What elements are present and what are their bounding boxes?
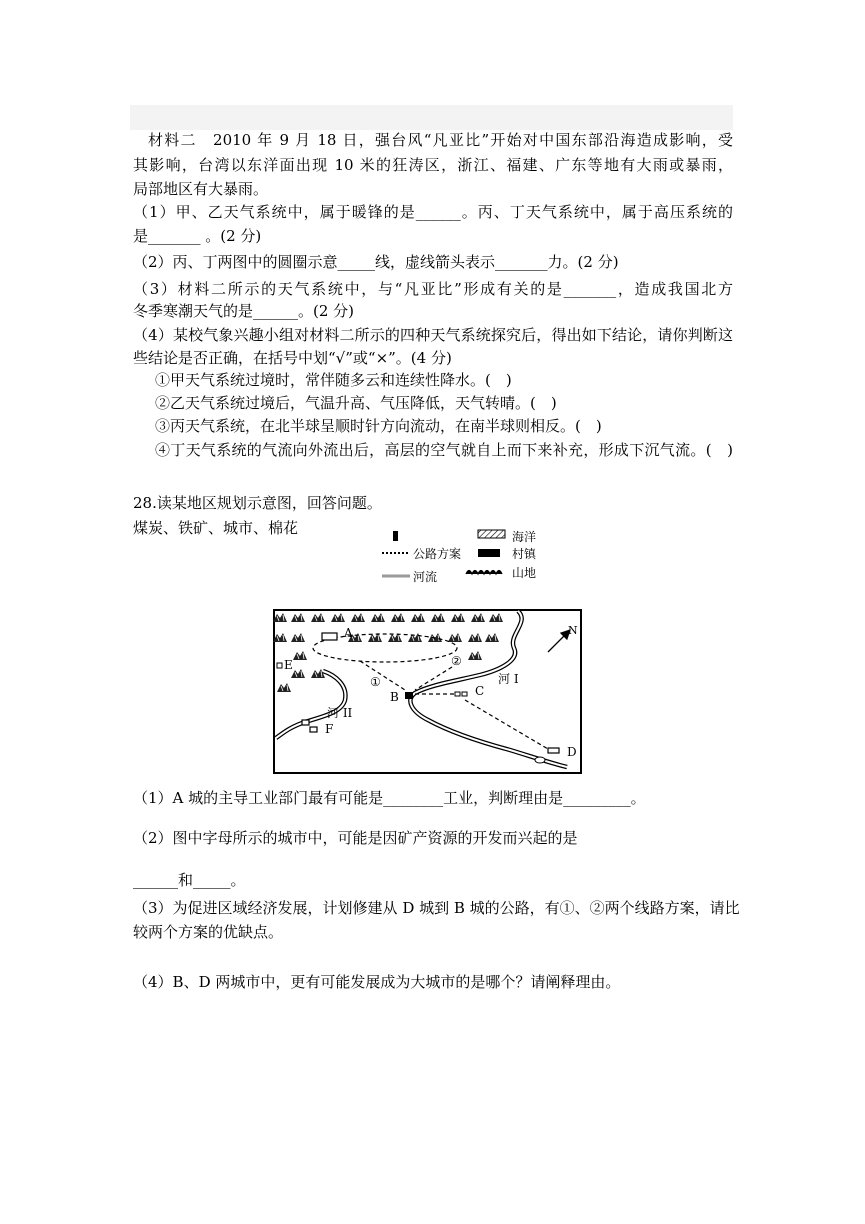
map-label-f: F <box>325 722 334 736</box>
map-frame <box>274 610 581 773</box>
city-marker-f <box>310 727 317 732</box>
map-label-b: B <box>390 690 399 704</box>
q27-statement-2: ②乙天气系统过境后，气温升高、气压降低，天气转晴。( ) <box>155 394 557 412</box>
city-marker-d <box>548 748 559 753</box>
map-label-d: D <box>567 745 577 759</box>
material2-line: 局部地区有大暴雨。 <box>133 180 269 198</box>
map-label-north: N <box>568 624 578 637</box>
city-marker-e <box>277 663 282 668</box>
q27-question-3-cont: 冬季寒潮天气的是______。(2 分) <box>133 302 355 320</box>
city-marker-f <box>302 720 309 725</box>
legend-ocean-symbol <box>478 530 505 538</box>
map-label-route-2: ② <box>451 654 462 668</box>
q27-question-4: （4）某校气象兴趣小组对材料二所示的四种天气系统探究后，得出如下结论，请你判断这 <box>133 326 733 344</box>
q28-question-4: （4）B、D 两城市中，更有可能发展成为大城市的是哪个？请阐释理由。 <box>133 973 621 991</box>
map-label-c: C <box>475 684 485 698</box>
q28-question-2: （2）图中字母所示的城市中，可能是因矿产资源的开发而兴起的是 <box>133 829 578 847</box>
legend-city-symbol <box>393 531 398 541</box>
map-label-river-1: 河 I <box>498 672 519 686</box>
legend-mountain-label: 山地 <box>512 566 537 580</box>
town-marker-near-d <box>535 757 545 763</box>
q28-question-3: （3）为促进区域经济发展，计划修建从 D 城到 B 城的公路，有①、②两个线路方案，请比 <box>133 899 740 917</box>
q27-statement-3: ③丙天气系统，在北半球呈顺时针方向流动，在南半球则相反。( ) <box>155 417 602 435</box>
q27-question-1: （1）甲、乙天气系统中，属于暖锋的是______。丙、丁天气系统中，属于高压系统的 <box>133 203 733 221</box>
city-marker-a <box>322 633 337 640</box>
legend-river-label: 河流 <box>413 570 438 584</box>
material2-line: 其影响，台湾以东洋面出现 10 米的狂涛区，浙江、福建、广东等地有大雨或暴雨， <box>133 156 733 174</box>
legend-town-label: 村镇 <box>512 547 537 561</box>
city-marker-c <box>455 692 460 696</box>
map-legend <box>382 530 537 584</box>
q28-question-2-blanks: ______和_____。 <box>133 871 246 889</box>
q28-title: 28.读某地区规划示意图，回答问题。 <box>133 494 382 512</box>
map-label-route-1: ① <box>370 675 381 689</box>
map-label-e: E <box>284 658 293 672</box>
legend-mountain-symbol <box>466 571 502 575</box>
q27-question-2: （2）丙、丁两图中的圆圈示意_____线，虚线箭头表示_______力。(2 分) <box>133 253 619 271</box>
q27-question-4-cont: 些结论是否正确，在括号中划“√”或“×”。(4 分) <box>133 349 452 367</box>
legend-road-label: 公路方案 <box>413 547 462 561</box>
q27-statement-1: ①甲天气系统过境时，常伴随多云和连续性降水。( ) <box>155 371 512 389</box>
header-band <box>130 105 733 130</box>
q28-question-3-cont: 较两个方案的优缺点。 <box>133 923 284 941</box>
legend-town-symbol <box>478 549 500 557</box>
material2-line: 材料二 2010 年 9 月 18 日，强台风“凡亚比”开始对中国东部沿海造成影响，受 <box>148 131 733 149</box>
legend-ocean-label: 海洋 <box>512 530 537 544</box>
planning-map-figure <box>270 520 590 780</box>
map-label-a: A <box>344 626 353 640</box>
city-marker-c <box>462 692 467 696</box>
map-label-river-2: 河 II <box>327 706 353 720</box>
q28-resources: 煤炭、铁矿、城市、棉花 <box>133 519 299 537</box>
q28-question-1: （1）A 城的主导工业部门最有可能是________工业，判断理由是_________。 <box>133 789 646 807</box>
q27-question-1-cont: 是_______ 。(2 分) <box>133 227 262 245</box>
city-marker-b <box>405 692 413 699</box>
q27-question-3: （3）材料二所示的天气系统中，与“凡亚比”形成有关的是_______，造成我国北方 <box>133 280 733 298</box>
q27-statement-4: ④丁天气系统的气流向外流出后，高层的空气就自上而下来补充，形成下沉气流。( ) <box>155 441 733 459</box>
